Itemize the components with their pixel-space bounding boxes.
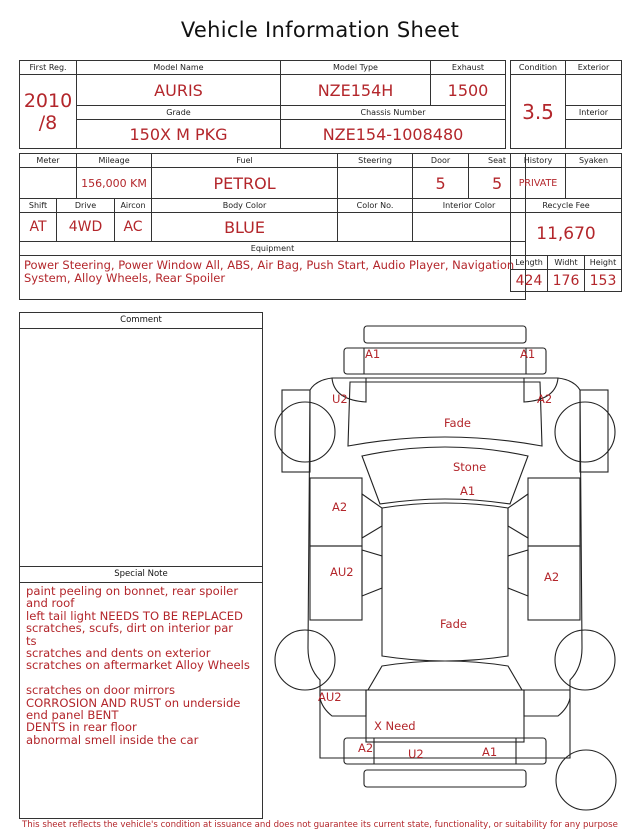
- fuel-value: PETROL: [152, 168, 338, 199]
- mark-rear-bumper-left: A2: [358, 741, 374, 755]
- special-note-line: abnormal smell inside the car: [26, 732, 199, 747]
- info-table-top: [19, 60, 506, 149]
- seat-label: Seat: [469, 154, 526, 168]
- syaken-label: Syaken: [566, 154, 622, 168]
- exterior-value: [566, 75, 622, 106]
- aircon-value: AC: [115, 213, 152, 242]
- aircon-label: Aircon: [115, 199, 152, 213]
- special-note-line: paint peeling on bonnet, rear spoiler: [26, 584, 239, 598]
- bonnet: [348, 382, 542, 446]
- interior-label: Interior: [566, 106, 622, 120]
- syaken-value: [566, 168, 622, 199]
- meter-label: Meter: [20, 154, 77, 168]
- exterior-label: Exterior: [566, 61, 622, 75]
- steering-value: [338, 168, 413, 199]
- length-label: Length: [511, 256, 548, 270]
- special-note-line: DENTS in rear floor: [26, 720, 137, 735]
- mark-left-rear-door: AU2: [330, 565, 354, 579]
- history-table: [510, 153, 622, 292]
- special-note-line: scratches, scufs, dirt on interior par: [26, 621, 234, 636]
- length-value: 424: [511, 270, 548, 292]
- comment-label: Comment: [20, 313, 262, 329]
- mark-windshield-a1: A1: [460, 484, 476, 498]
- special-note-line: end panel BENT: [26, 708, 119, 723]
- mark-windshield-stone: Stone: [453, 460, 487, 474]
- wheel-front-left: [275, 402, 335, 462]
- mark-right-rear-door: A2: [544, 570, 560, 584]
- meter-value: [20, 168, 77, 199]
- interior-color-label: Interior Color: [413, 199, 526, 213]
- mark-front-bumper-right: A1: [520, 347, 536, 361]
- condition-value: 3.5: [511, 75, 566, 149]
- seat-value: 5: [469, 168, 526, 199]
- color-no-value: [338, 213, 413, 242]
- mileage-value: 156,000 KM: [77, 168, 152, 199]
- condition-label: Condition: [511, 61, 566, 75]
- interior-color-value: [413, 213, 526, 242]
- wheel-front-right: [555, 402, 615, 462]
- rear-bumper-bottom: [364, 770, 526, 787]
- height-label: Height: [585, 256, 622, 270]
- mark-tailgate: X Need: [374, 719, 416, 733]
- exhaust-label: Exhaust: [431, 61, 506, 75]
- shift-value: AT: [20, 213, 57, 242]
- drive-label: Drive: [57, 199, 115, 213]
- mark-front-left-fender: U2: [332, 392, 348, 406]
- history-label: History: [511, 154, 566, 168]
- first-reg-year: 2010: [23, 89, 73, 112]
- mileage-label: Mileage: [77, 154, 152, 168]
- wheel-rear-right: [555, 630, 615, 690]
- right-front-door: [528, 478, 580, 546]
- roof: [382, 503, 508, 661]
- special-note-line: and roof: [26, 596, 75, 611]
- page-title: Vehicle Information Sheet: [180, 18, 460, 42]
- condition-table: [510, 60, 622, 149]
- car-damage-diagram: [270, 318, 620, 818]
- windshield: [362, 447, 528, 504]
- chassis-value: NZE154-1008480: [281, 120, 506, 149]
- special-note-line: left tail light NEEDS TO BE REPLACED: [26, 608, 243, 623]
- mark-rear-bumper-right: A1: [482, 745, 498, 759]
- footer-disclaimer: This sheet reflects the vehicle's condition at issuance and does not guarantee its current state, functionality, or suitability for any purpose: [22, 820, 618, 830]
- special-note-line: scratches and dents on exterior: [26, 646, 211, 661]
- special-note-line: ts: [26, 633, 37, 648]
- mark-roof: Fade: [440, 617, 467, 631]
- front-bumper-top: [364, 326, 526, 343]
- door-value: 5: [413, 168, 469, 199]
- fuel-label: Fuel: [152, 154, 338, 168]
- chassis-label: Chassis Number: [281, 106, 506, 120]
- special-note-box: [19, 566, 263, 819]
- shift-label: Shift: [20, 199, 57, 213]
- special-note-line: CORROSION AND RUST on underside: [26, 695, 241, 710]
- grade-label: Grade: [77, 106, 281, 120]
- equipment-value: Power Steering, Power Window All, ABS, Air Bag, Push Start, Audio Player, Navigation System, Alloy Wheels, Rear Spoiler: [20, 256, 526, 300]
- height-value: 153: [585, 270, 622, 292]
- special-note-label: Special Note: [20, 567, 262, 583]
- rear-window: [368, 661, 522, 690]
- special-note-text: [26, 585, 258, 746]
- first-reg-month: /8: [38, 111, 58, 134]
- mark-rear-left-quarter: AU2: [318, 690, 342, 704]
- model-name-label: Model Name: [77, 61, 281, 75]
- mark-bonnet: Fade: [444, 416, 471, 430]
- wheel-rear-left: [275, 630, 335, 690]
- mark-left-front-door: A2: [332, 500, 348, 514]
- steering-label: Steering: [338, 154, 413, 168]
- right-window-rear: [508, 550, 528, 596]
- tailgate: [366, 690, 524, 742]
- width-value: 176: [548, 270, 585, 292]
- first-reg-value: [20, 75, 77, 149]
- door-label: Door: [413, 154, 469, 168]
- grade-value: 150X M PKG: [77, 120, 281, 149]
- history-value: PRIVATE: [511, 168, 566, 199]
- model-type-value: NZE154H: [281, 75, 431, 106]
- equipment-label: Equipment: [20, 242, 526, 256]
- left-rear-door: [310, 546, 362, 620]
- wheel-spare: [556, 750, 616, 810]
- mark-front-right-fender: A2: [537, 392, 553, 406]
- recycle-fee-value: 11,670: [511, 213, 622, 256]
- special-note-line: scratches on door mirrors: [26, 683, 176, 698]
- left-window-rear: [362, 550, 382, 596]
- info-table-middle: [19, 153, 526, 300]
- interior-value: [566, 120, 622, 149]
- mark-front-bumper-left: A1: [365, 347, 381, 361]
- body-color-value: BLUE: [152, 213, 338, 242]
- model-type-label: Model Type: [281, 61, 431, 75]
- tail-light-right: [524, 690, 570, 716]
- drive-value: 4WD: [57, 213, 115, 242]
- width-label: Widht: [548, 256, 585, 270]
- first-reg-label: First Reg.: [20, 61, 77, 75]
- exhaust-value: 1500: [431, 75, 506, 106]
- recycle-fee-label: Recycle Fee: [511, 199, 622, 213]
- body-color-label: Body Color: [152, 199, 338, 213]
- special-note-line: scratches on aftermarket Alloy Wheels: [26, 658, 250, 673]
- model-name-value: AURIS: [77, 75, 281, 106]
- comment-box: [19, 312, 263, 568]
- mark-rear-bumper-mid: U2: [408, 747, 424, 761]
- color-no-label: Color No.: [338, 199, 413, 213]
